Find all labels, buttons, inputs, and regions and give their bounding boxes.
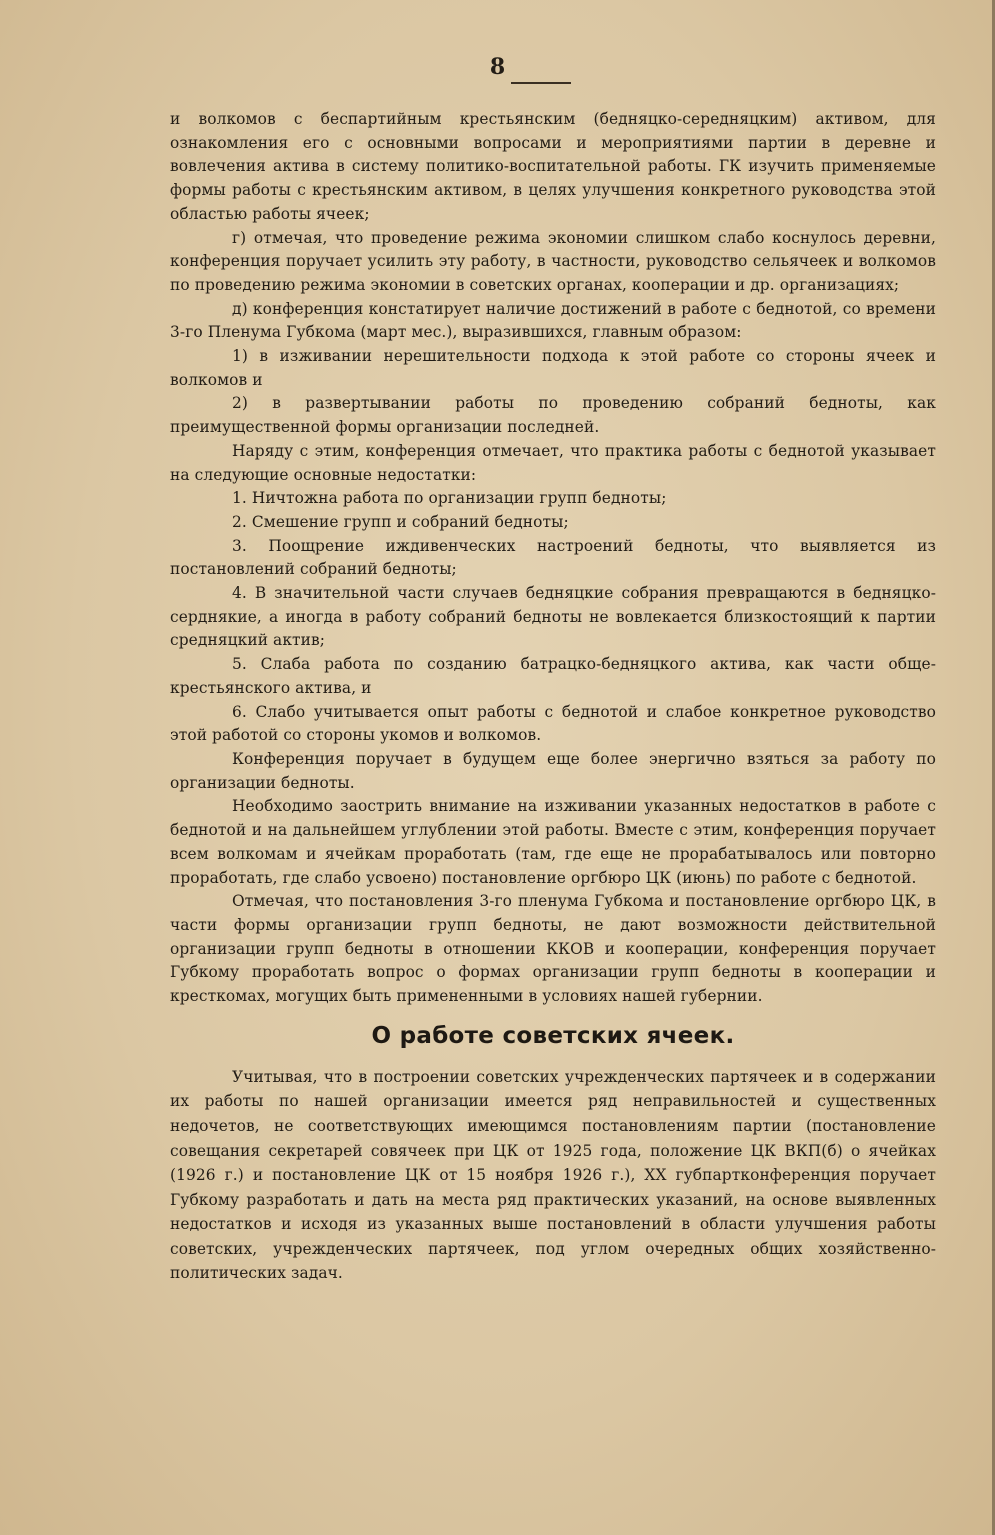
list-item-4: 4. В значительной части случаев бедняцкие собрания превращаются в бедняцко-серднякие, а иногда в работу собраний бедноты не вовлекается близкостоящий к партии средняцкий актив; [170,584,936,650]
paragraph-conference-instruction: Конференция поручает в будущем еще более энергично взяться за работу по организации бедноты. [170,749,936,792]
paragraph-shortcomings-intro: Наряду с этим, конференция отмечает, что практика работы с беднотой указывает на следующие основные недостатки: [170,441,936,484]
paragraph-subitem-2: 2) в развертывании работы по проведению собраний бедноты, как преимущественной формы организации последней. [170,394,936,437]
page-number-underline [511,82,571,84]
paragraph-item-d: д) конференция констатирует наличие достижений в работе с беднотой, со времени 3-го Пленума Губкома (март мес.), выразившихся, главным образом: [170,299,936,342]
list-item-3: 3. Поощрение иждивенческих настроений бедноты, что выявляется из постановлений собраний бедноты; [170,536,936,579]
paragraph-necessity: Необходимо заострить внимание на изживании указанных недостатков в работе с беднотой и на дальнейшем углублении этой работы. Вместе с этим, конференция поручает всем волкомам и ячейкам проработать (там, где еще не прорабатывалось или повторно проработать, где слабо усвоено) постановление оргбюро ЦК (июнь) по работе с беднотой. [170,797,936,887]
list-item-6: 6. Слабо учитывается опыт работы с беднотой и слабое конкретное руководство этой работой со стороны укомов и волкомов. [170,702,936,745]
paragraph-orgbureau: Отмечая, что постановления 3-го пленума Губкома и постановление оргбюро ЦК, в части формы организации групп бедноты, не дают возможности действительной организации групп бедноты в отношении ККОВ и кооперации, конференция поручает Губкому проработать вопрос о формах организации групп бедноты в кооперации и кресткомах, могущих быть примененными в условиях нашей губернии. [170,892,936,1006]
page-number: 8 [489,54,506,80]
document-body [170,108,936,1286]
paragraph-item-g: г) отмечая, что проведение режима экономии слишком слабо коснулось деревни, конференция поручает усилить эту работу, в частности, руководство сельячеек и волкомов по проведению режима экономии в советских органах, кооперации и др. организациях; [170,228,936,294]
section-body [170,1065,936,1286]
list-item-5: 5. Слаба работа по созданию батрацко-бедняцкого актива, как части обще-крестьянского актива, и [170,655,936,697]
paragraph-continuation: и волкомов с беспартийным крестьянским (бедняцко-середняцким) активом, для ознакомления его с основными вопросами и мероприятиями партии в деревне и вовлечения актива в систему политико-воспитательной работы. ГК изучить применяемые формы работы с крестьянским активом, в целях улучшения конкретного руководства этой областью работы ячеек; [170,110,936,223]
list-item-2: 2. Смешение групп и собраний бедноты; [232,512,569,531]
paragraph-subitem-1: 1) в изживании нерешительности подхода к этой работе со стороны ячеек и волкомов и [170,347,936,389]
section-paragraph: Учитывая, что в построении советских учрежденческих партячеек и в содержании их работы по нашей организации имеется ряд неправильностей и существенных недочетов, не соответствующих имеющимся постановлениям партии (постановление совещания секретарей совячеек при ЦК от 1925 года, положение ЦК ВКП(б) о ячейках (1926 г.) и постановление ЦК от 15 ноября 1926 г.), XX губпартконференция поручает Губкому разработать и дать на места ряд практических указаний, на основе выявленных недостатков и исходя из указанных выше постановлений в области улучшения работы советских, учрежденческих партячеек, под углом очередных общих хозяйственно-политических задач. [170,1067,936,1283]
section-heading: О работе советских ячеек. [371,1022,735,1049]
list-item-1: 1. Ничтожна работа по организации групп бедноты; [232,489,667,508]
